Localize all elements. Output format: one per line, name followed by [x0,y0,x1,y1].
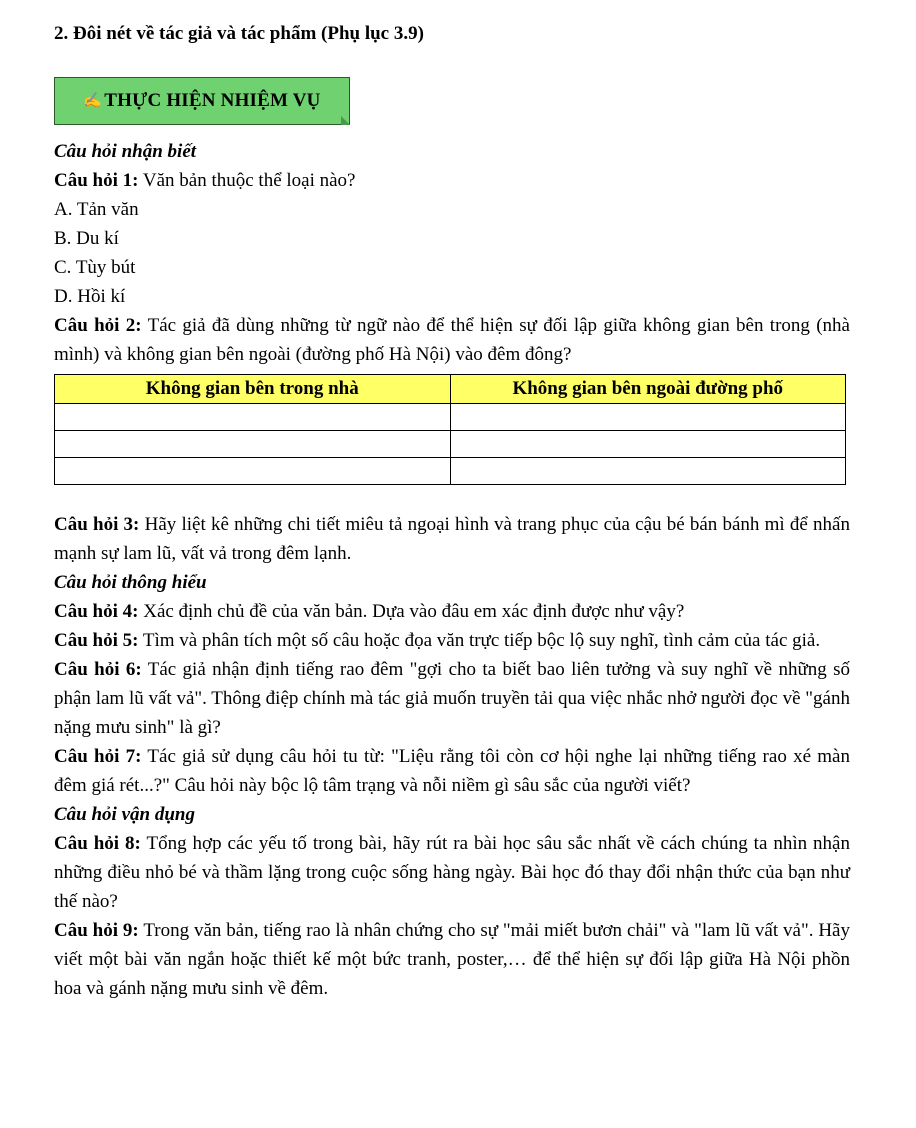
question-5 [54,626,850,655]
question-8-text: Tổng hợp các yếu tố trong bài, hãy rút ra bài học sâu sắc nhất về cách chúng ta nhìn nhận những điều nhỏ bé và thầm lặng trong cuộc sống hàng ngày. Bài học đó thay đổi nhận thức của bạn như thế nào? [54,833,850,912]
question-4-label: Câu hỏi 4: [54,601,139,622]
question-3-text: Hãy liệt kê những chi tiết miêu tả ngoại hình và trang phục của cậu bé bán bánh mì để nhấn mạnh sự lam lũ, vất vả trong đêm lạnh. [54,514,850,564]
question-1-label: Câu hỏi 1: [54,170,139,191]
question-1-option-b: B. Du kí [54,228,119,249]
task-banner-label: THỰC HIỆN NHIỆM VỤ [104,90,321,111]
question-7 [54,742,850,800]
question-5-text: Tìm và phân tích một số câu hoặc đọa văn trực tiếp bộc lộ suy nghĩ, tình cảm của tác giả. [138,630,821,651]
section-recognize-title: Câu hỏi nhận biết [54,141,197,162]
table-cell[interactable] [450,458,846,485]
question-2 [54,311,850,369]
table-row [55,458,846,485]
section-understand-title: Câu hỏi thông hiểu [54,572,207,593]
table-cell[interactable] [55,458,451,485]
question-1-option-d: D. Hồi kí [54,286,126,307]
question-1-option-c: C. Tùy bút [54,257,136,278]
question-7-label: Câu hỏi 7: [54,746,142,767]
question-2-label: Câu hỏi 2: [54,315,142,336]
question-6-label: Câu hỏi 6: [54,659,142,680]
question-4 [54,597,850,626]
table-header-outside: Không gian bên ngoài đường phố [450,375,846,404]
question-1-option-a: A. Tản văn [54,199,139,220]
section-apply-title: Câu hỏi vận dụng [54,804,195,825]
question-7-text: Tác giả sử dụng câu hỏi tu từ: "Liệu rằng tôi còn cơ hội nghe lại những tiếng rao xé màn đêm giá rét...?" Câu hỏi này bộc lộ tâm trạng và nỗi niềm gì sâu sắc của người viết? [54,746,850,796]
question-3-label: Câu hỏi 3: [54,514,140,535]
question-6-text: Tác giả nhận định tiếng rao đêm "gợi cho ta biết bao liên tưởng và suy nghĩ về những số phận lam lũ vất vả". Thông điệp chính mà tác giả muốn truyền tải qua việc nhắc nhở người đọc về "gánh nặng mưu sinh" là gì? [54,659,851,738]
table-cell[interactable] [450,404,846,431]
question-8-label: Câu hỏi 8: [54,833,141,854]
question-9-label: Câu hỏi 9: [54,920,139,941]
question-2-text: Tác giả đã dùng những từ ngữ nào để thể hiện sự đối lập giữa không gian bên trong (nhà mình) và không gian bên ngoài (đường phố Hà Nội) vào đêm đông? [54,315,850,365]
question-4-text: Xác định chủ đề của văn bản. Dựa vào đâu em xác định được như vậy? [138,601,685,622]
banner-fold-corner [341,116,350,125]
table-cell[interactable] [55,431,451,458]
question-8 [54,829,850,916]
table-row [55,404,846,431]
question-1 [54,166,850,195]
question-5-label: Câu hỏi 5: [54,630,139,651]
question-9-text: Trong văn bản, tiếng rao là nhân chứng cho sự "mải miết bươn chải" và "lam lũ vất vả". Hãy viết một bài văn ngắn hoặc thiết kế một bức tranh, poster,… để thể hiện sự đối lập giữa Hà Nội phồn hoa và gánh nặng mưu sinh về đêm. [54,920,850,999]
table-cell[interactable] [450,431,846,458]
table-cell[interactable] [55,404,451,431]
question-1-text: Văn bản thuộc thể loại nào? [138,170,356,191]
task-banner [54,77,350,125]
comparison-table [54,374,846,485]
table-row [55,431,846,458]
question-9 [54,916,850,1003]
pencil-icon: ✍ [83,92,103,109]
section-heading: 2. Đôi nét về tác giả và tác phẩm (Phụ lục 3.9) [54,23,424,44]
table-header-row [55,375,846,404]
question-3 [54,510,850,568]
table-header-inside: Không gian bên trong nhà [55,375,451,404]
question-list [54,137,850,1003]
question-6 [54,655,850,742]
